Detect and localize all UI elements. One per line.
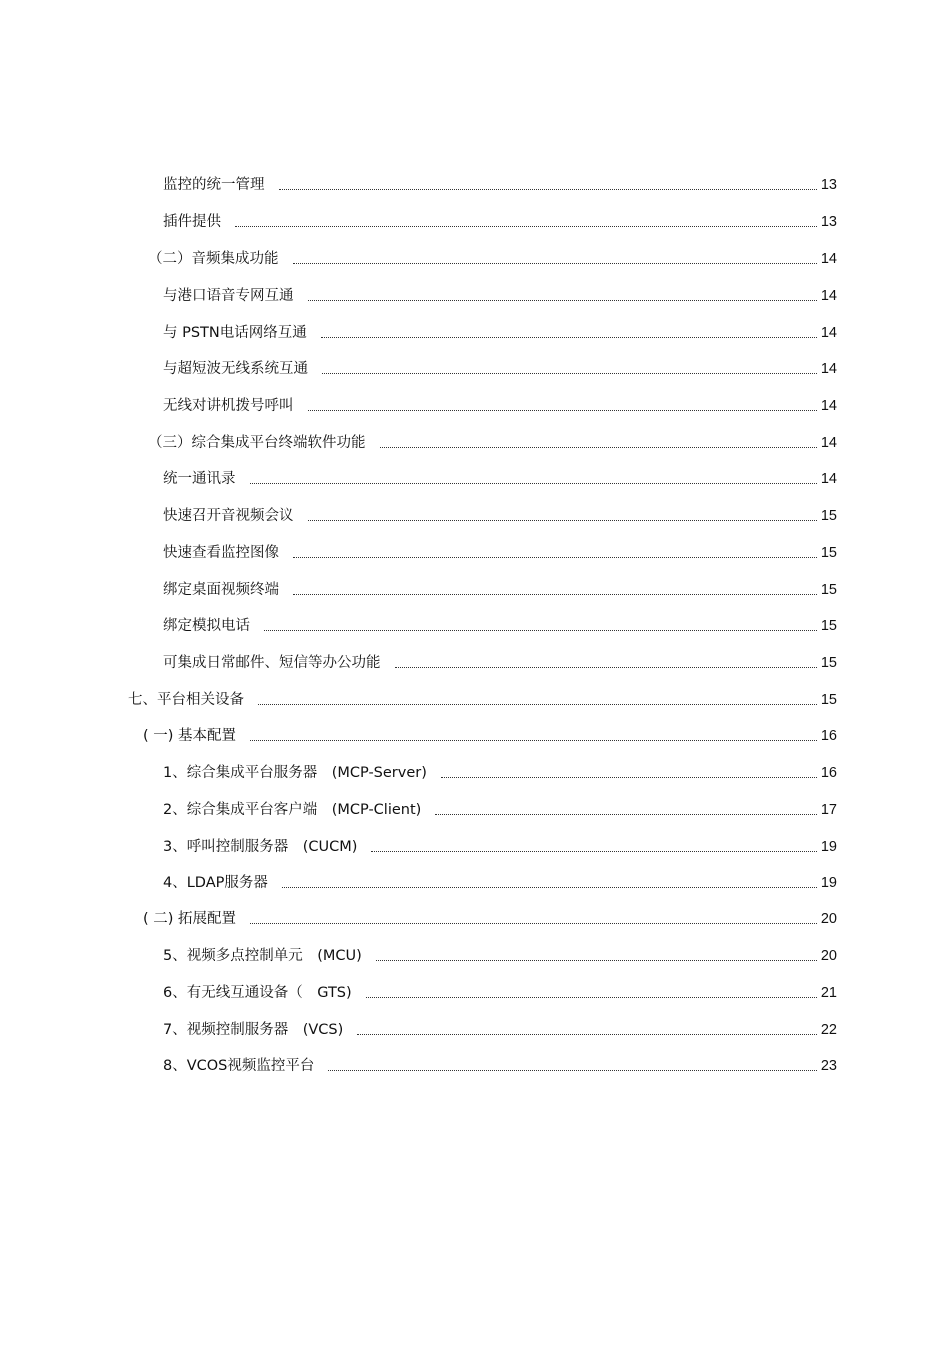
dot-leader	[376, 959, 817, 961]
toc-entry	[163, 356, 837, 378]
toc-page-number: 20	[820, 911, 837, 927]
toc-page-number: 15	[820, 618, 837, 634]
toc-page-number: 14	[820, 398, 837, 414]
dot-leader	[357, 1033, 817, 1035]
toc-entry-title: ( 二) 拓展配置	[143, 911, 237, 927]
toc-entry	[148, 246, 837, 268]
toc-page-number: 15	[820, 508, 837, 524]
toc-entry-title: 可集成日常邮件、短信等办公功能	[163, 655, 381, 671]
toc-page-number: 14	[820, 251, 837, 267]
toc-entry	[163, 870, 837, 892]
toc-entry	[163, 577, 837, 599]
toc-entry-title: 七、平台相关设备	[128, 692, 244, 708]
toc-entry-title: 1、综合集成平台服务器 (MCP-Server)	[163, 765, 427, 781]
toc-page-number: 15	[820, 582, 837, 598]
toc-entry-title: （三）综合集成平台终端软件功能	[148, 435, 366, 451]
toc-entry	[163, 1053, 837, 1075]
toc-entry-title: 6、有无线互通设备（ GTS)	[163, 985, 352, 1001]
toc-page-number: 14	[820, 361, 837, 377]
toc-entry-title: 3、呼叫控制服务器 (CUCM)	[163, 839, 358, 855]
dot-leader	[308, 409, 817, 411]
dot-leader	[395, 666, 817, 668]
toc-entry-title: 快速查看监控图像	[163, 545, 279, 561]
dot-leader	[328, 1069, 816, 1071]
toc-entry	[163, 320, 837, 342]
toc-entry-title: 与港口语音专网互通	[163, 288, 294, 304]
dot-leader	[441, 776, 817, 778]
toc-entry	[163, 209, 837, 231]
toc-page-number: 16	[820, 728, 837, 744]
dot-leader	[371, 850, 816, 852]
toc-entry-title: 2、综合集成平台客户端 (MCP-Client)	[163, 802, 422, 818]
toc-entry-title: 统一通讯录	[163, 471, 236, 487]
toc-entry	[163, 797, 837, 819]
toc-entry	[128, 687, 837, 709]
toc-page-number: 23	[820, 1058, 837, 1074]
toc-page-number: 15	[820, 545, 837, 561]
dot-leader	[258, 703, 817, 705]
dot-leader	[322, 372, 817, 374]
toc-page-number: 14	[820, 471, 837, 487]
toc-entry-title: 8、VCOS视频监控平台	[163, 1058, 315, 1074]
toc-page-number: 15	[820, 655, 837, 671]
toc-entry	[163, 760, 837, 782]
toc-page-number: 15	[820, 692, 837, 708]
toc-entry	[163, 650, 837, 672]
dot-leader	[293, 593, 817, 595]
dot-leader	[264, 629, 817, 631]
dot-leader	[321, 336, 817, 338]
dot-leader	[308, 519, 817, 521]
toc-entry-title: 快速召开音视频会议	[163, 508, 294, 524]
dot-leader	[380, 446, 817, 448]
toc-entry-title: 与 PSTN电话网络互通	[163, 325, 307, 341]
toc-entry	[163, 1017, 837, 1039]
toc-entry-title: 监控的统一管理	[163, 177, 265, 193]
toc-page-number: 14	[820, 325, 837, 341]
toc-page-number: 17	[820, 802, 837, 818]
dot-leader	[435, 813, 817, 815]
dot-leader	[250, 739, 817, 741]
toc-entry-title: 4、LDAP服务器	[163, 875, 268, 891]
toc-entry	[143, 723, 837, 745]
dot-leader	[250, 482, 817, 484]
dot-leader	[293, 556, 817, 558]
dot-leader	[250, 922, 817, 924]
dot-leader	[235, 225, 817, 227]
toc-page-number: 14	[820, 435, 837, 451]
toc-entry	[163, 466, 837, 488]
toc-entry-title: 插件提供	[163, 214, 221, 230]
toc-entry	[163, 834, 837, 856]
toc-entry	[143, 906, 837, 928]
toc-entry-title: （二）音频集成功能	[148, 251, 279, 267]
dot-leader	[366, 996, 817, 998]
toc-page-number: 13	[820, 214, 837, 230]
toc-entry-title: ( 一) 基本配置	[143, 728, 237, 744]
toc-page-number: 21	[820, 985, 837, 1001]
toc-entry	[163, 943, 837, 965]
toc-entry-title: 无线对讲机拨号呼叫	[163, 398, 294, 414]
toc-page-number: 13	[820, 177, 837, 193]
toc-entry-title: 5、视频多点控制单元 (MCU)	[163, 948, 362, 964]
toc-entry	[163, 172, 837, 194]
toc-entry	[163, 613, 837, 635]
dot-leader	[308, 299, 817, 301]
toc-entry	[163, 980, 837, 1002]
toc-entry	[163, 503, 837, 525]
toc-entry	[163, 283, 837, 305]
toc-entry-title: 绑定桌面视频终端	[163, 582, 279, 598]
dot-leader	[282, 886, 817, 888]
toc-page-number: 22	[820, 1022, 837, 1038]
dot-leader	[293, 262, 817, 264]
toc-entry	[163, 540, 837, 562]
toc-entry	[148, 430, 837, 452]
dot-leader	[279, 188, 817, 190]
toc-entry-title: 7、视频控制服务器 (VCS)	[163, 1022, 344, 1038]
toc-entry-title: 与超短波无线系统互通	[163, 361, 308, 377]
toc-page-number: 14	[820, 288, 837, 304]
toc-page-number: 20	[820, 948, 837, 964]
toc-entry-title: 绑定模拟电话	[163, 618, 250, 634]
toc-page-number: 19	[820, 875, 837, 891]
toc-entry	[163, 393, 837, 415]
toc-page-number: 19	[820, 839, 837, 855]
toc-page-number: 16	[820, 765, 837, 781]
